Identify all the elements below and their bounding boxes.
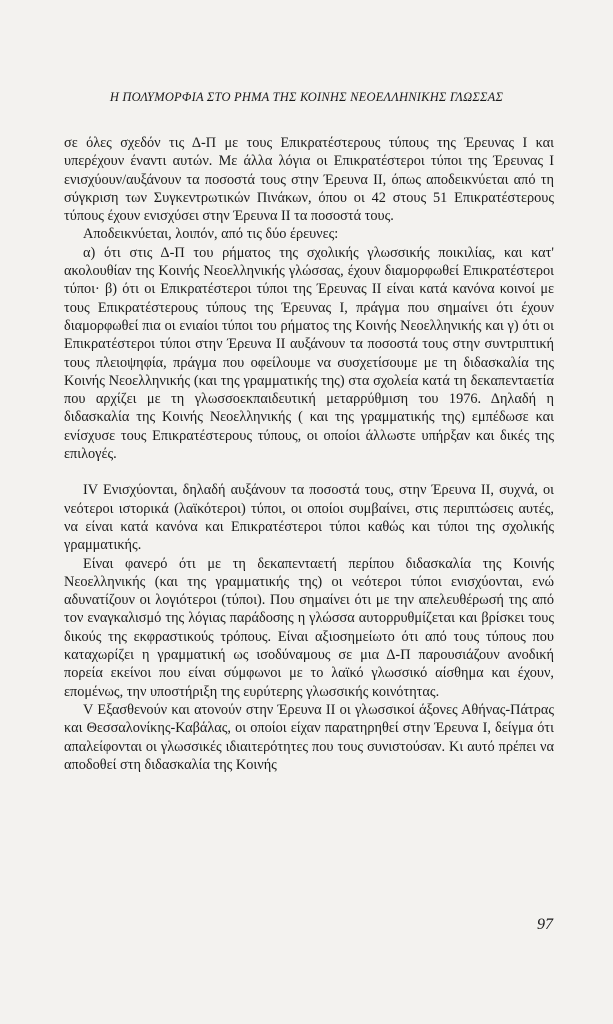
paragraph-conclusion-list: α) ότι στις Δ-Π του ρήματος της σχολικής γλωσσικής ποικιλίας, και κατ' ακολουθίαν της Κοινής Νεοελληνικής γλώσσας, έχουν διαμορφωθεί Επικρατέστεροι τύποι· β) ότι οι Επικρατέστεροι τύποι της Έρευνας ΙΙ είναι κατά κανόνα κοινοί με τους Επικρατέστερους τύπους της Έρευνας Ι, πράγμα που σημαίνει ότι έχουν διαμορφωθεί πια οι ενιαίοι τύποι του ρήματος της Κοινής Νεοελληνικής και γ) ότι οι Επικρατέστεροι τύποι στην Έρευνα ΙΙ αυξάνουν τα ποσοστά τους στην συντριπτική τους πλειοψηφία, πράγμα που οφείλουμε να συσχετίσουμε με τη διδασκαλία της Κοινής Νεοελληνικής (και της γραμματικής της) στα σχολεία κατά τη δεκαπενταετία που αρχίζει με τη γλωσσοεκπαιδευτική μεταρρύθμιση του 1976. Δηλαδή η διδασκαλία της Κοινής Νεοελληνικής ( και της γραμματικής της) εμπέδωσε και ενίσχυσε τους Επικρατέστερους τύπους, οι οποίοι άλλωστε υπήρξαν και δικές της επιλογές. xyxy=(64,244,554,463)
running-header: Η ΠΟΛΥΜΟΡΦΙΑ ΣΤΟ ΡΗΜΑ ΤΗΣ ΚΟΙΝΗΣ ΝΕΟΕΛΛΗΝΙΚΗΣ ΓΛΩΣΣΑΣ xyxy=(109,90,504,104)
paragraph-continuation: σε όλες σχεδόν τις Δ-Π με τους Επικρατέστερους τύπους της Έρευνας Ι και υπερέχουν έναντι αυτών. Με άλλα λόγια οι Επικρατέστεροι τύποι της Έρευνας Ι ενισχύουν/αυξάνουν τα ποσοστά τους στην Έρευνα ΙΙ, όπως αποδεικνύεται από τη σύγκριση των Συγκεντρωτικών Πινάκων, όπου οι 42 στους 51 Επικρατέστερους τύπους έχουν ενισχύσει στην Έρευνα ΙΙ τα ποσοστά τους. xyxy=(64,135,554,225)
paragraph-point-iv: IV Ενισχύονται, δηλαδή αυξάνουν τα ποσοστά τους, στην Έρευνα ΙΙ, συχνά, οι νεότεροι ιστορικά (λαϊκότεροι) τύποι, οι οποίοι συμβαίνει, στις περιπτώσεις αυτές, να είναι κατά κανόνα και Επικρατέστεροι τύποι καθώς και τύποι της σχολικής γραμματικής. xyxy=(64,482,554,554)
body-text xyxy=(64,134,554,774)
paragraph-discussion: Είναι φανερό ότι με τη δεκαπενταετή περίπου διδασκαλία της Κοινής Νεοελληνικής (και της γραμματικής της) οι νεότεροι τύποι ενισχύονται, ενώ αδυνατίζουν οι λογιότεροι (τύποι). Που σημαίνει ότι με την απελευθέρωσή της από τον εναγκαλισμό της λόγιας παράδοσης η γλώσσα αυτορρυθμίζεται και βρίσκει τους δικούς της εκφραστικούς τρόπους. Είναι αξιοσημείωτο ότι από τους τύπους που καταχωρίζει η γραμματική ως ισοδύναμους σε μια Δ-Π παρουσιάζουν ανοδική πορεία εκείνοι που είναι σύμφωνοι με το λαϊκό γλωσσικό αίσθημα και έχουν, επομένως, την υποστήριξη της ευρύτερης γλωσσικής κοινότητας. xyxy=(64,555,554,700)
section-spacer xyxy=(64,463,554,481)
paragraph-conclusion-intro: Αποδεικνύεται, λοιπόν, από τις δύο έρευνες: xyxy=(83,226,339,243)
paragraph-point-v: V Εξασθενούν και ατονούν στην Έρευνα ΙΙ οι γλωσσικοί άξονες Αθήνας-Πάτρας και Θεσσαλονίκης-Καβάλας, οι οποίοι είχαν παρατηρηθεί στην Έρευνα Ι, δείγμα ότι απαλείφονται οι γλωσσικές ιδιαιτερότητες που τους συνιστούσαν. Κι αυτό πρέπει να αποδοθεί στη διδασκαλία της Κοινής xyxy=(64,701,554,773)
page-number: 97 xyxy=(537,916,553,933)
